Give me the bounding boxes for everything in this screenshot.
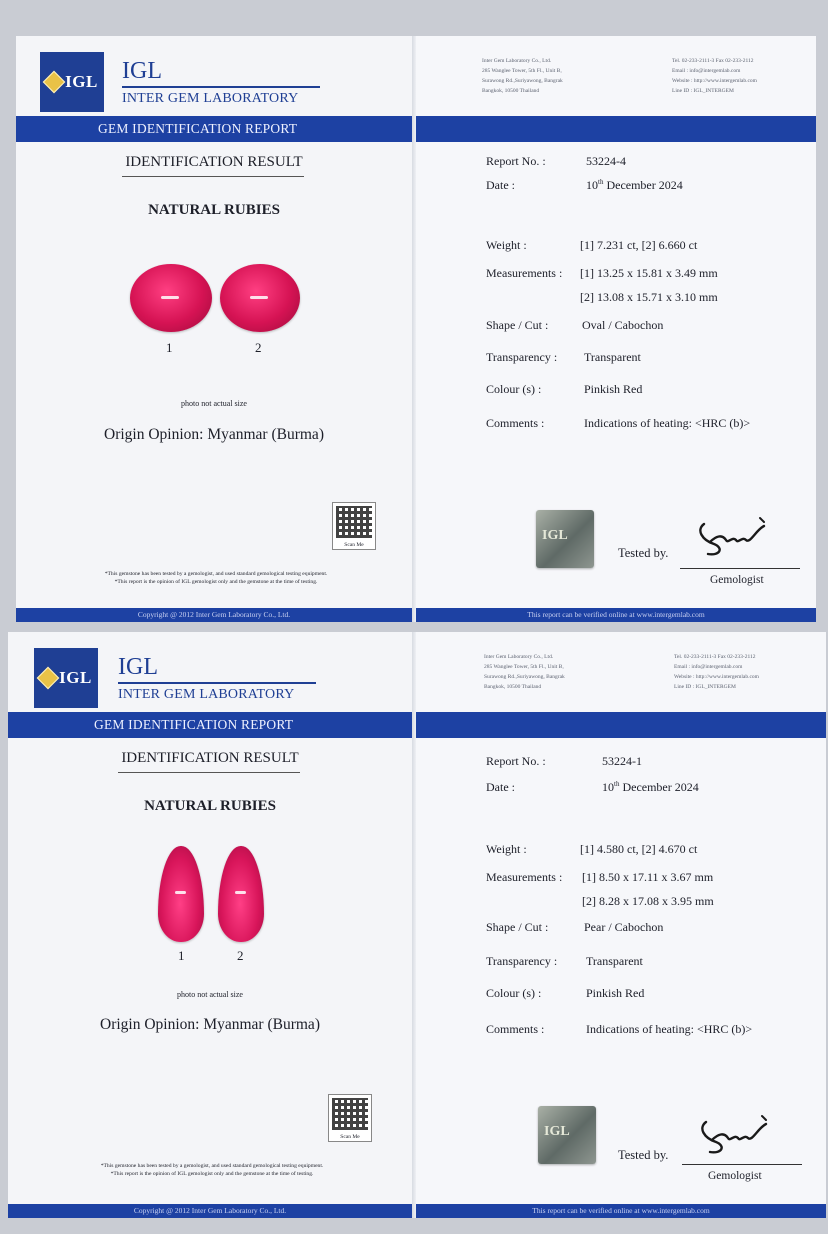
date-label: Date : — [486, 780, 515, 794]
brand-block — [118, 654, 316, 703]
origin-opinion: Origin Opinion: Myanmar (Burma) — [100, 1016, 320, 1033]
photo-note: photo not actual size — [177, 990, 243, 999]
report-no-label: Report No. : — [486, 154, 546, 168]
report-left-page — [16, 36, 412, 622]
signature-line — [682, 1164, 802, 1165]
measurements-value-1: [1] 13.25 x 15.81 x 3.49 mm — [580, 266, 718, 280]
brand-name: IGL — [122, 58, 162, 84]
weight-label: Weight : — [486, 842, 527, 856]
disclaimer-line-2: *This report is the opinion of IGL gemologist only and the gemstone at the time of testing. — [114, 579, 318, 585]
gemologist-label: Gemologist — [708, 1170, 762, 1182]
brand-subtitle: INTER GEM LABORATORY — [118, 687, 295, 702]
copyright-band: Copyright @ 2012 Inter Gem Laboratory Co., Ltd. — [16, 608, 412, 622]
qr-code-icon[interactable] — [332, 502, 376, 550]
report-no-value: 53224-4 — [586, 154, 626, 168]
contact-line: Website : http://www.intergemlab.com — [672, 78, 757, 84]
disclaimer-line-1: *This gemstone has been tested by a gemologist, and used standard gemological testing equipment. — [100, 1163, 324, 1169]
comments-value: Indications of heating: <HRC (b)> — [586, 1022, 753, 1036]
address-line: Inter Gem Laboratory Co., Ltd. — [482, 58, 552, 64]
report-card-2 — [0, 618, 828, 1218]
gem-photo-1 — [158, 846, 204, 942]
gem-photo-2 — [218, 846, 264, 942]
section-title: IDENTIFICATION RESULT — [121, 750, 299, 766]
date-value — [602, 780, 699, 795]
date-rest: December 2024 — [603, 178, 683, 192]
address-line: Bangkok, 10500 Thailand — [484, 684, 542, 690]
weight-value: [1] 7.231 ct, [2] 6.660 ct — [580, 238, 698, 252]
qr-label: Scan Me — [340, 1134, 360, 1140]
contact-line: Line ID : IGL_INTERGEM — [672, 88, 734, 94]
measurements-label: Measurements : — [486, 266, 563, 280]
colour-label: Colour (s) : — [486, 986, 542, 1000]
lab-address — [484, 652, 565, 692]
contact-line: Line ID : IGL_INTERGEM — [674, 684, 736, 690]
section-title: IDENTIFICATION RESULT — [125, 154, 303, 170]
gemologist-label: Gemologist — [710, 574, 764, 586]
hologram-seal-icon — [538, 1106, 596, 1164]
date-value — [586, 178, 683, 193]
address-line: Bangkok, 10500 Thailand — [482, 88, 540, 94]
brand-subtitle: INTER GEM LABORATORY — [122, 91, 299, 106]
address-line: Inter Gem Laboratory Co., Ltd. — [484, 654, 554, 660]
address-line: 285 Wanglee Tower, 5th Fl., Unit B, — [484, 664, 564, 670]
weight-value: [1] 4.580 ct, [2] 4.670 ct — [580, 842, 698, 856]
qr-pattern — [336, 506, 372, 538]
comments-value: Indications of heating: <HRC (b)> — [584, 416, 751, 430]
verify-band: This report can be verified online at www.intergemlab.com — [416, 1204, 826, 1218]
contact-line: Tel. 02-233-2111-3 Fax 02-233-2112 — [674, 654, 756, 660]
photo-note: photo not actual size — [181, 399, 247, 408]
contact-line: Email : info@intergemlab.com — [672, 68, 741, 74]
shape-value: Pear / Cabochon — [584, 920, 664, 934]
gem-label-2: 2 — [255, 340, 262, 355]
date-suffix: th — [614, 780, 620, 788]
comments-label: Comments : — [486, 416, 545, 430]
gem-label-2: 2 — [237, 948, 244, 963]
signature-icon — [692, 510, 776, 560]
disclaimer-line-2: *This report is the opinion of IGL gemologist only and the gemstone at the time of testing. — [110, 1171, 314, 1177]
diamond-icon — [43, 71, 66, 94]
qr-code-icon[interactable] — [328, 1094, 372, 1142]
address-line: Surawong Rd.,Suriyawong, Bangrak — [484, 674, 565, 680]
logo-text: IGL — [59, 668, 92, 687]
lab-contact — [672, 56, 757, 96]
signature-line — [680, 568, 800, 569]
shape-label: Shape / Cut : — [486, 920, 549, 934]
band-title: GEM IDENTIFICATION REPORT — [98, 121, 298, 136]
measurements-value-2: [2] 8.28 x 17.08 x 3.95 mm — [582, 894, 714, 908]
origin-opinion: Origin Opinion: Myanmar (Burma) — [104, 426, 324, 443]
logo-text: IGL — [65, 72, 98, 91]
report-no-value: 53224-1 — [602, 754, 642, 768]
report-card-1 — [0, 22, 828, 622]
transparency-label: Transparency : — [486, 350, 558, 364]
gem-label-1: 1 — [178, 948, 185, 963]
gem-label-1: 1 — [166, 340, 173, 355]
colour-value: Pinkish Red — [586, 986, 645, 1000]
disclaimer — [26, 570, 406, 586]
comments-label: Comments : — [486, 1022, 545, 1036]
igl-logo — [34, 648, 98, 708]
disclaimer — [18, 1162, 406, 1178]
shape-value: Oval / Cabochon — [582, 318, 664, 332]
hologram-text: IGL — [544, 1124, 570, 1139]
contact-line: Tel. 02-233-2111-3 Fax 02-233-2112 — [672, 58, 754, 64]
transparency-label: Transparency : — [486, 954, 558, 968]
date-day: 10 — [586, 178, 598, 192]
section-rule — [122, 176, 304, 177]
disclaimer-line-1: *This gemstone has been tested by a gemologist, and used standard gemological testing equipment. — [104, 571, 328, 577]
report-right-page — [416, 632, 826, 1218]
brand-block — [122, 58, 320, 107]
contact-line: Website : http://www.intergemlab.com — [674, 674, 759, 680]
diamond-icon — [37, 667, 60, 690]
report-no-label: Report No. : — [486, 754, 546, 768]
measurements-label: Measurements : — [486, 870, 563, 884]
transparency-value: Transparent — [586, 954, 643, 968]
date-label: Date : — [486, 178, 515, 192]
gem-photo-1 — [130, 264, 212, 332]
address-line: Surawong Rd.,Suriyawong, Bangrak — [482, 78, 563, 84]
report-right-page — [416, 36, 816, 622]
gem-title: NATURAL RUBIES — [148, 202, 280, 218]
measurements-value-2: [2] 13.08 x 15.71 x 3.10 mm — [580, 290, 718, 304]
brand-name: IGL — [118, 654, 158, 680]
transparency-value: Transparent — [584, 350, 641, 364]
title-band-right — [416, 116, 816, 142]
section-rule — [118, 772, 300, 773]
address-line: 285 Wanglee Tower, 5th Fl., Unit B, — [482, 68, 562, 74]
verify-band: This report can be verified online at www.intergemlab.com — [416, 608, 816, 622]
shape-label: Shape / Cut : — [486, 318, 549, 332]
brand-rule — [122, 86, 320, 88]
date-rest: December 2024 — [619, 780, 699, 794]
copyright-band: Copyright @ 2012 Inter Gem Laboratory Co., Ltd. — [8, 1204, 412, 1218]
contact-line: Email : info@intergemlab.com — [674, 664, 743, 670]
measurements-value-1: [1] 8.50 x 17.11 x 3.67 mm — [582, 870, 714, 884]
qr-label: Scan Me — [344, 542, 364, 548]
colour-label: Colour (s) : — [486, 382, 542, 396]
qr-pattern — [332, 1098, 368, 1130]
igl-logo — [40, 52, 104, 112]
report-left-page — [8, 632, 412, 1218]
date-day: 10 — [602, 780, 614, 794]
lab-address — [482, 56, 563, 96]
tested-by-label: Tested by. — [618, 546, 669, 560]
weight-label: Weight : — [486, 238, 527, 252]
band-title: GEM IDENTIFICATION REPORT — [94, 717, 294, 732]
brand-rule — [118, 682, 316, 684]
signature-icon — [694, 1108, 778, 1158]
tested-by-label: Tested by. — [618, 1148, 669, 1162]
hologram-seal-icon — [536, 510, 594, 568]
lab-contact — [674, 652, 759, 692]
gem-title: NATURAL RUBIES — [144, 798, 276, 814]
title-band-right — [416, 712, 826, 738]
gem-photo-2 — [220, 264, 300, 332]
colour-value: Pinkish Red — [584, 382, 643, 396]
hologram-text: IGL — [542, 528, 568, 543]
date-suffix: th — [598, 178, 604, 186]
